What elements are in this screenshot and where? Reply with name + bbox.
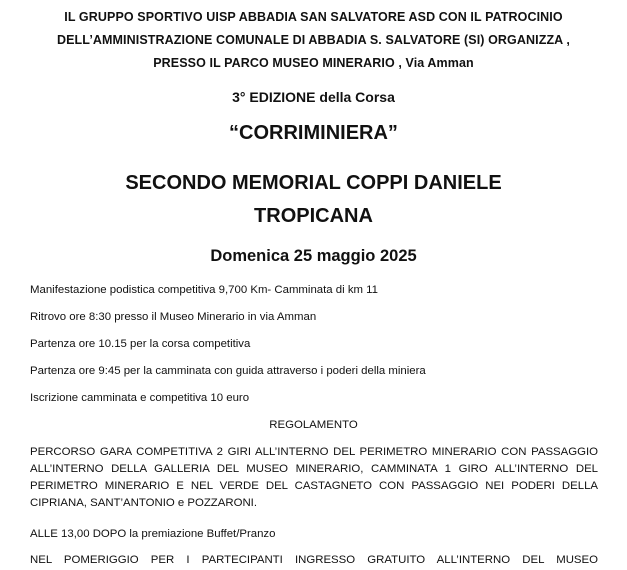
afternoon-row: NEL POMERIGGIO PER I PARTECIPANTI INGRESSO GRATUITO ALL’INTERNO DEL MUSEO — [30, 554, 598, 566]
edition-title: 3° EDIZIONE della Corsa — [232, 89, 395, 105]
header-line-3: PRESSO IL PARCO MUSEO MINERARIO , Via Amman — [153, 56, 474, 70]
afternoon-note — [30, 552, 598, 569]
detail-race-start: Partenza ore 10.15 per la corsa competitiva — [30, 338, 251, 350]
after-race-note: ALLE 13,00 DOPO la premiazione Buffet/Pranzo — [30, 528, 276, 540]
top-green-decoration — [520, 0, 627, 4]
detail-distance: Manifestazione podistica competitiva 9,700 Km- Camminata di km 11 — [30, 284, 378, 296]
event-date: Domenica 25 maggio 2025 — [210, 247, 417, 265]
header-line-2: DELL’AMMINISTRAZIONE COMUNALE DI ABBADIA S. SALVATORE (SI) ORGANIZZA , — [56, 33, 570, 47]
detail-meeting: Ritrovo ore 8:30 presso il Museo Minerario in via Amman — [30, 311, 317, 323]
regolamento-text — [30, 444, 598, 512]
regolamento-title: REGOLAMENTO — [269, 419, 358, 431]
detail-fee: Iscrizione camminata e competitiva 10 euro — [30, 392, 250, 404]
regolamento-row: PERIMETRO MINERARIO E NEL VERDE DEL CASTAGNETO CON PASSAGGIO NEI PODERI DELLA — [30, 480, 598, 492]
race-name: “CORRIMINIERA” — [229, 122, 398, 144]
memorial-line-1: SECONDO MEMORIAL COPPI DANIELE — [125, 172, 502, 194]
regolamento-row: ALL’INTERNO DELLA GALLERIA DEL MUSEO MINERARIO, CAMMINATA 1 GIRO ALL’INTERNO DEL — [30, 463, 598, 475]
detail-walk-start: Partenza ore 9:45 per la camminata con guida attraverso i poderi della miniera — [30, 365, 426, 377]
header-line-1: IL GRUPPO SPORTIVO UISP ABBADIA SAN SALVATORE ASD CON IL PATROCINIO — [64, 10, 563, 24]
regolamento-row: CIPRIANA, SANT’ANTONIO e POZZARONI. — [30, 497, 258, 509]
regolamento-row: PERCORSO GARA COMPETITIVA 2 GIRI ALL’INTERNO DEL PERIMETRO MINERARIO CON PASSAGGIO — [30, 446, 598, 458]
memorial-line-2: TROPICANA — [254, 205, 373, 227]
